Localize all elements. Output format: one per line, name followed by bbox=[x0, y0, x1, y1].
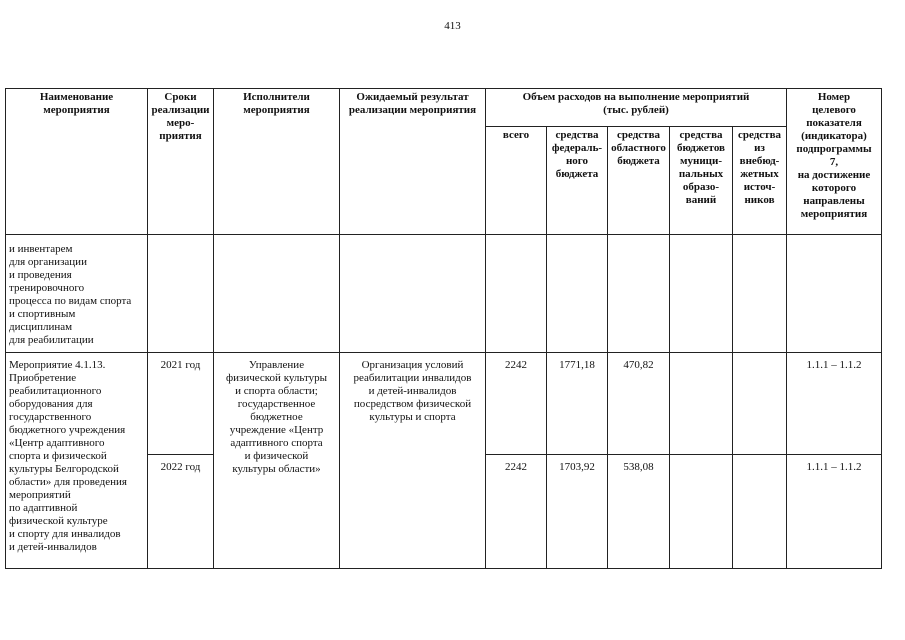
empty-cell bbox=[148, 235, 214, 353]
header-terms: Сроки реализации меро- приятия bbox=[148, 89, 214, 235]
page-number: 413 bbox=[444, 20, 461, 32]
empty-cell bbox=[608, 235, 670, 353]
measures-table bbox=[5, 88, 882, 569]
empty-cell bbox=[214, 235, 340, 353]
regional-cell: 470,82 bbox=[608, 353, 670, 455]
header-result: Ожидаемый результат реализации мероприятия bbox=[340, 89, 486, 235]
year-cell: 2021 год bbox=[148, 353, 214, 455]
header-executors: Исполнители мероприятия bbox=[214, 89, 340, 235]
measure-name-cell: Мероприятие 4.1.13. Приобретение реабилитационного оборудования для государственного бюджетного учреждения «Центр адаптивного спорта и физической культуры Белгородской области» для проведения мероприятий по адаптивной физической культуре и спорту для инвалидов и детей-инвалидов bbox=[6, 353, 148, 569]
table-row bbox=[6, 353, 882, 455]
empty-cell bbox=[340, 235, 486, 353]
continued-name-cell: и инвентарем для организации и проведения тренировочного процесса по видам спорта и спортивным дисциплинам для реабилитации bbox=[6, 235, 148, 353]
municipal-cell bbox=[670, 353, 733, 455]
municipal-cell bbox=[670, 455, 733, 569]
header-federal: средства федераль- ного бюджета bbox=[547, 127, 608, 235]
regional-cell: 538,08 bbox=[608, 455, 670, 569]
executors-cell: Управление физической культуры и спорта области; государственное бюджетное учреждение «Центр адаптивного спорта и физической культуры области» bbox=[214, 353, 340, 569]
empty-cell bbox=[733, 235, 787, 353]
empty-cell bbox=[670, 235, 733, 353]
total-cell: 2242 bbox=[486, 353, 547, 455]
indicator-cell: 1.1.1 – 1.1.2 bbox=[787, 353, 882, 455]
total-cell: 2242 bbox=[486, 455, 547, 569]
year-cell: 2022 год bbox=[148, 455, 214, 569]
extra-cell bbox=[733, 353, 787, 455]
header-name: Наименование мероприятия bbox=[6, 89, 148, 235]
indicator-cell: 1.1.1 – 1.1.2 bbox=[787, 455, 882, 569]
federal-cell: 1703,92 bbox=[547, 455, 608, 569]
header-indicator: Номер целевого показателя (индикатора) подпрограммы 7, на достижение которого направлены мероприятия bbox=[787, 89, 882, 235]
header-municipal: средства бюджетов муници- пальных образо- ваний bbox=[670, 127, 733, 235]
empty-cell bbox=[486, 235, 547, 353]
header-total: всего bbox=[486, 127, 547, 235]
header-extra: средства из внебюд- жетных источ- ников bbox=[733, 127, 787, 235]
extra-cell bbox=[733, 455, 787, 569]
empty-cell bbox=[547, 235, 608, 353]
table-row bbox=[6, 235, 882, 353]
empty-cell bbox=[787, 235, 882, 353]
header-regional: средства областного бюджета bbox=[608, 127, 670, 235]
result-cell: Организация условий реабилитации инвалидов и детей-инвалидов посредством физической культуры и спорта bbox=[340, 353, 486, 569]
federal-cell: 1771,18 bbox=[547, 353, 608, 455]
header-expenses: Объем расходов на выполнение мероприятий (тыс. рублей) bbox=[486, 89, 787, 127]
